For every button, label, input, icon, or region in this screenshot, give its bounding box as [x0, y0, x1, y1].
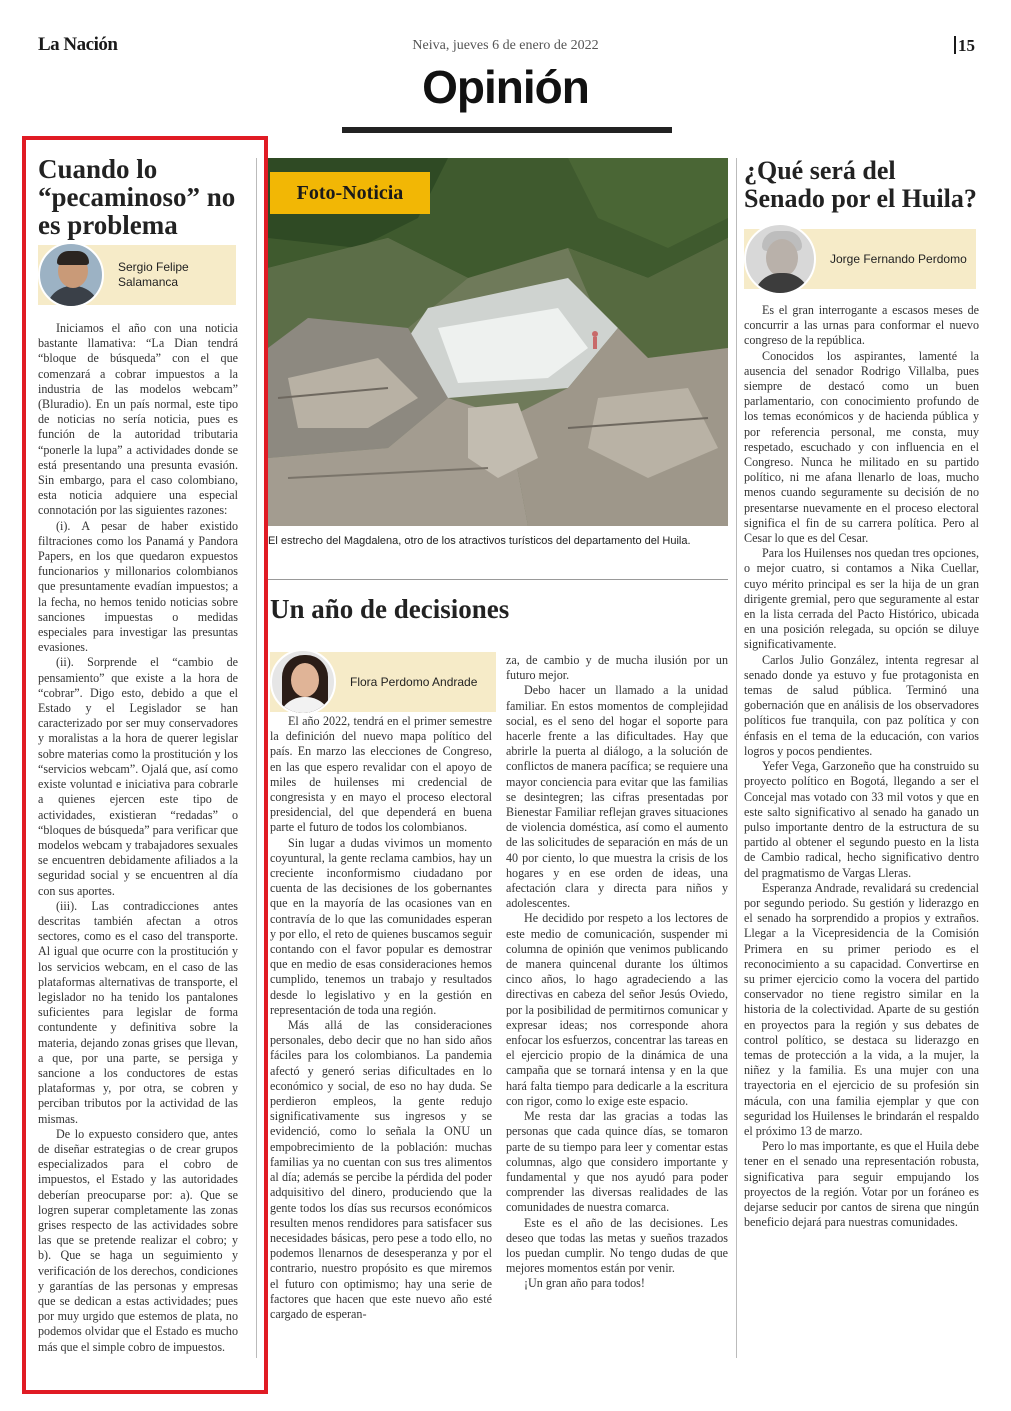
article-middle-title: Un año de decisiones [270, 594, 510, 624]
section-title: Opinión [422, 61, 589, 113]
section-rule [342, 127, 672, 133]
paragraph: He decidido por respeto a los lectores de este medio de comunicación, suspender mi columna de opinión que venimos publicando de manera quincenal durante los últimos cinco años, lo hago agradeciendo a las directivas en cabeza del señor Jesús Oviedo, por la posibilidad de permitirnos comunicar y expresar ideas; nos corresponde ahora enfocar los esfuerzos, concentrar las tareas en el ejercicio propio de la dinámica de una campaña que se tornará intensa y en la que hará falta tiempo para dedicarle a la escritura con rigor, como lo exige este espacio. [506, 911, 728, 1108]
avatar-face [291, 663, 319, 697]
column-divider [256, 158, 257, 1358]
middle-divider [268, 579, 728, 580]
paragraph: El año 2022, tendrá en el primer semestre la definición del nuevo mapa político del país. En marzo las elecciones de Congreso, en las que espero revalidar con el apoyo de miles de huilenses mi credencial de congresista y en mayo el proceso electoral presidencial, del que dependerá en buena parte el futuro de todos los colombianos. [270, 714, 492, 835]
paragraph: Conocidos los aspirantes, lamenté la ausencia del senador Rodrigo Villalba, pues siempre de destacó como un buen parlamentario, con conocimiento profundo de los temas económicos y de hacienda pública y por referencia personal, me consta, muy respetado, escuchado y con influencia en el Congreso. Nunca he militado en su partido político, ni me afana llenarlo de loas, mucho menos cuando seguramente su decisión de no presentarse nuevamente en el proceso electoral significa el fin de su carrera política. Pero al Cesar lo que es del Cesar. [744, 348, 979, 546]
paragraph: Pero lo mas importante, es que el Huila debe tener en el senado una representación robusta, significativa para seguir empujando los proyectos de la región. Votar por un foráneo es dejarse seducir por cantos de sirena que ningún beneficio dejará para nuestras comunidades. [744, 1139, 979, 1230]
paragraph: Este es el año de las decisiones. Les deseo que todas las metas y sueños trazados los puedan cumplir. No tengo dudas de que mejores momentos están por venir. [506, 1215, 728, 1276]
paragraph: Sin lugar a dudas vivimos un momento coyuntural, la gente reclama cambios, hay un creciente inconformismo ciudadano por cuenta de las decisiones de los gobernantes que en la mayoría de las ocasiones van en contravía de lo que las comunidades esperan y por ello, el reto de quienes buscamos seguir contando con el favor popular es demostrar que en medio de esas consideraciones hemos cumplido, tenemos un trabajo y resultados desde lo legislativo y en la gestión en representación de toda una región. [270, 835, 492, 1017]
article-right [744, 157, 979, 1230]
article-left [38, 155, 238, 1355]
author-name: Jorge Fernando Perdomo [830, 251, 967, 266]
page-number-bar [954, 36, 956, 54]
article-right-title: ¿Qué será del Senado por el Huila? [744, 156, 977, 213]
photo-caption: El estrecho del Magdalena, otro de los atractivos turísticos del departamento del Huila. [268, 535, 691, 547]
avatar-face [766, 239, 798, 277]
author-name: Sergio Felipe Salamanca [118, 260, 189, 289]
article-middle-column-b [506, 653, 728, 1292]
paragraph: (i). A pesar de haber existido filtraciones como los Panamá y Pandora Papers, en los que quedaron expuestos funcionarios y millonarios colombianos que presuntamente evadían impuestos; a la fecha, no hemos tenido noticias sobre sanciones impuestas o medidas especiales para investigar las presuntas evasiones. [38, 518, 238, 655]
paragraph: ¡Un gran año para todos! [524, 1276, 645, 1291]
article-right-body [744, 303, 979, 1230]
author-avatar [270, 649, 336, 715]
paragraph: De lo expuesto considero que, antes de diseñar estrategias o de crear grupos especializados para el cobro de impuestos, el Estado y las autoridades deberían preocuparse por: a). Que se logren superar completamente las zonas grises respecto de las actividades sobre las que se pretende realizar el cobro; y b). Que se haga un seguimiento y verificación de los derechos, condiciones y garantías de las personas y empresas que se dedican a estas actividades; pues por muy urgido que estemos de plata, no podemos olvidar que el Estado es mucho más que el simple cobro de impuestos. [38, 1126, 238, 1354]
paragraph: (iii). Las contradicciones antes descritas también afectan a otros sectores, como es el caso del transporte. Al igual que ocurre con la prostitución y los servicios webcam, en el caso de las plataformas alternativas de transporte, el legislador no ha tenido los pantalones suficientes para legislar de forma contundente y definitiva sobre la materia, dejando zonas grises que llevan, a que, por una parte, se persiga y sancione a los conductores de estas plataformas y, por otra, se cobren y perciban tributos por la actividad de las mismas. [38, 898, 238, 1126]
article-middle-byline [270, 652, 496, 712]
issue-date: Neiva, jueves 6 de enero de 2022 [412, 38, 599, 53]
avatar-shoulders [754, 273, 810, 295]
author-avatar [38, 242, 104, 308]
masthead-logo: La Nación [38, 34, 118, 55]
paragraph: Me resta dar las gracias a todas las personas que cada quince días, se tomaron parte de su tiempo para leer y comentar estas columnas, algo que considero importante y fundamental y que nos ayudó para poder comprender las diversas realidades de las comunidades de nuestra comarca. [506, 1109, 728, 1215]
paragraph: Carlos Julio González, intenta regresar al senado donde ya estuvo y fue protagonista en temas de salud pública. Terminó una gobernación que en análisis de los observadores políticos fue tranquila, con paz política y con énfasis en el tema de la educación, con varios logros y pocos pendientes. [744, 652, 979, 758]
paragraph: Esperanza Andrade, revalidará su credencial por segundo periodo. Su gestión y liderazgo en el senado ha sorprendido a propios y extraños. Llegar a la Vicepresidencia de la Comisión Primera en su primer periodo es el reconocimiento a su capacidad. Convertirse en su primer ejercicio como la vocera del partido conservador no tiene registro similar en la historia de la colectividad. Aparte de su gestión en proyectos para la región y sus debates de control político, se destaca su liderazgo en temas de protección a la vida, a la mujer, la niñez y la familia. Es una mujer con una trayectoria en el ejercicio de su profesión sin mácula, con una familia ejemplar y que con seguridad los Huilenses le brindarán el respaldo el próximo 13 de marzo. [744, 880, 979, 1138]
article-right-byline [744, 229, 976, 289]
avatar-shoulders [46, 286, 100, 308]
paragraph: za, de cambio y de mucha ilusión por un futuro mejor. [506, 653, 728, 683]
photo-news-badge: Foto-Noticia [270, 172, 430, 214]
article-left-byline [38, 245, 236, 305]
paragraph: Para los Huilenses nos quedan tres opciones, o mejor cuatro, si contamos a Nika Cuellar, cuyo mérito principal es ser la hija de un gran dirigente gremial, pero que seguramente al estar en la lista cerrada del Pacto Histórico, ubicada en una posición relegada, su opción se diluye significativamente. [744, 546, 979, 652]
paragraph: Es el gran interrogante a escasos meses de concurrir a las urnas para conformar el nuevo congreso de la república. [744, 303, 979, 348]
column-divider [736, 158, 737, 1358]
page-number [954, 36, 975, 56]
paragraph: Yefer Vega, Garzoneño que ha construido su proyecto político en Bogotá, llegando a ser el Concejal mas votado con 33 mil votos y que en este salto significativo al senado ha ganado un pulso importante dentro de la estructura de su partido al obtener el segundo puesto en la lista de Cambio radical, hecho significativo dentro del pragmatismo de Vargas Lleras. [744, 759, 979, 880]
page-number-value: 15 [958, 36, 975, 55]
paragraph: Más allá de las consideraciones personales, debo decir que no han sido años fáciles para los colombianos. La pandemia afectó y generó serias dificultades en lo económico y social, de eso no hay duda. Se perdieron empleos, la gente redujo significativamente sus ingresos y se evidenció, como lo señala la ONU un empobrecimiento de la población: muchas familias ya no cuentan con sus tres alimentos al día; además se percibe la pérdida del poder adquisitivo del dinero, produciendo que la gente todos los días sus recursos económicos resulten menos rendidores para satisfacer sus necesidades básicas, pero pese a todo ello, no podemos llenarnos de desesperanza y por el contrario, nuestro propósito es que miremos el futuro con optimismo; hay una serie de factores que hacen que este nuevo año esté cargado de esperan- [270, 1018, 492, 1321]
author-name: Flora Perdomo Andrade [350, 674, 478, 689]
article-left-title: Cuando lo “pecaminoso” no es problema [38, 154, 236, 240]
paragraph: Iniciamos el año con una noticia bastante llamativa: “La Dian tendrá “bloque de búsqueda” con el que comenzará a cobrar impuestos a la industria de las modelos webcam” (Bluradio). En un país normal, este tipo de noticias no sería noticia, pues es función de la autoridad tributaria “ponerle la lupa” a actividades donde se está presentando una presunta evasión. Sin embargo, para el caso colombiano, esta noticia adquiere una especial connotación por las siguientes razones: [38, 321, 238, 518]
paragraph: (ii). Sorprende el “cambio de pensamiento” que existe a la hora de “cobrar”. Digo esto, debido a que el Estado y el Legislador se han caracterizado por ser muy conservadores y moralistas a la hora de querer legislar sobre materias como la prostitución y los “servicios webcam”. Ojalá que, así como existe voluntad e iniciativa para cobrarle a quienes ejercen este tipo de actividades, existieran “redadas” o “bloques de búsqueda” para verificar que modelos webcam y trabajadores sexuales se encuentren debidamente afiliados a la seguridad social y se encuentren al día con sus aportes. [38, 655, 238, 898]
article-left-body [38, 321, 238, 1355]
avatar-hair [57, 251, 89, 265]
paragraph: Debo hacer un llamado a la unidad familiar. En estos momentos de complejidad social, es el seno del hogar el soporte para hacerle frente a las dificultades. Hay que abrirle la puerta al diálogo, a la solución de conflictos de manera pacífica; se requiere una mayor conciencia para evitar que las familias se desintegren; las cifras presentadas por Bienestar Familiar reflejan graves situaciones de violencia doméstica, así como el aumento de las solicitudes de separación en más de un 40 por ciento, lo que muestra la crisis de los hogares y en ese orden de ideas, una afectación clara y directa para niños y adolescentes. [506, 683, 728, 911]
article-middle-column-a [270, 714, 492, 1322]
author-avatar [744, 223, 816, 295]
